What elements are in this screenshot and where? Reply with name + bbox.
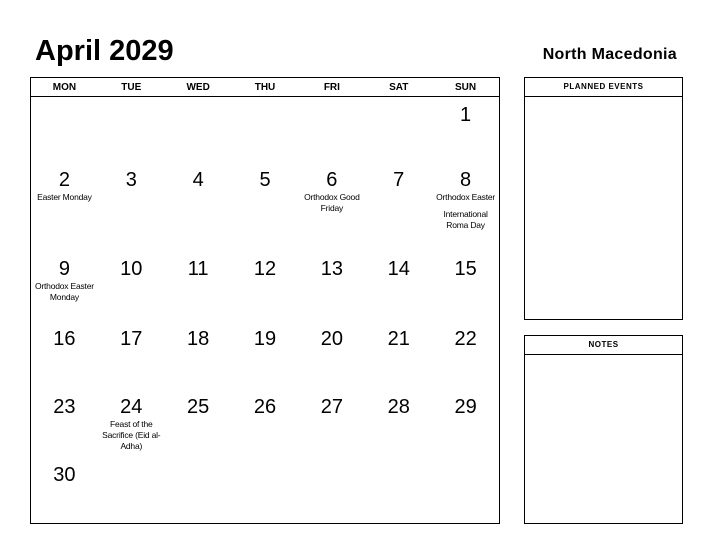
day-number: 19: [253, 328, 277, 350]
weekday-wed: WED: [186, 82, 210, 93]
day-cell: [31, 168, 98, 203]
day-number: 3: [125, 169, 137, 191]
day-number: 11: [187, 258, 209, 280]
weekday-fri: FRI: [323, 82, 340, 93]
day-number: 29: [454, 396, 477, 418]
day-cell: [98, 257, 165, 281]
day-number: 24: [120, 396, 143, 418]
planned-events-panel: [524, 77, 683, 320]
planned-events-area[interactable]: [525, 97, 682, 319]
weekday-header: [31, 78, 499, 97]
day-cell: [165, 395, 232, 419]
day-cell: [298, 168, 365, 214]
weekday-mon: MON: [52, 82, 77, 93]
day-cell: [365, 327, 432, 351]
day-cell: [298, 257, 365, 281]
day-cell: [432, 168, 499, 231]
day-number: 5: [259, 169, 271, 191]
day-number: 23: [53, 396, 76, 418]
day-number: 25: [187, 396, 210, 418]
day-number: 14: [387, 258, 410, 280]
weekday-tue: TUE: [121, 82, 142, 93]
weekday-sat: SAT: [389, 82, 409, 93]
planned-events-header: PLANNED EVENTS: [525, 78, 682, 97]
day-cell: [432, 257, 499, 281]
day-number: 16: [53, 328, 76, 350]
day-cell: [232, 395, 299, 419]
day-number: 15: [454, 258, 477, 280]
day-cell: [98, 327, 165, 351]
day-number: 9: [58, 258, 70, 280]
holiday-label: Orthodox Easter Monday: [34, 281, 94, 302]
notes-panel: [524, 335, 683, 524]
day-number: 10: [120, 258, 143, 280]
day-number: 1: [460, 104, 472, 126]
day-number: 7: [393, 169, 405, 191]
weekday-thu: THU: [254, 82, 276, 93]
day-grid: [31, 97, 499, 523]
day-cell: [165, 168, 232, 192]
holiday-label: Orthodox Good Friday: [304, 192, 360, 213]
day-number: 8: [460, 169, 472, 191]
day-cell: [31, 257, 98, 303]
notes-area[interactable]: [525, 355, 682, 523]
weekday-sun: SUN: [455, 82, 477, 93]
day-number: 12: [253, 258, 277, 280]
day-number: 2: [58, 169, 70, 191]
day-cell: [232, 327, 299, 351]
page-title: April 2029: [35, 35, 174, 67]
day-number: 28: [387, 396, 410, 418]
notes-header: NOTES: [525, 336, 682, 355]
holiday-label: Easter Monday: [37, 192, 92, 202]
day-number: 18: [187, 328, 210, 350]
day-number: 13: [320, 258, 343, 280]
day-cell: [365, 395, 432, 419]
day-number: 26: [253, 396, 277, 418]
day-number: 20: [320, 328, 343, 350]
calendar-grid: [30, 77, 500, 524]
day-number: 27: [320, 396, 343, 418]
day-number: 22: [454, 328, 477, 350]
day-cell: [165, 257, 232, 281]
day-cell: [298, 395, 365, 419]
day-number: 6: [326, 169, 338, 191]
day-number: 30: [53, 464, 76, 486]
day-cell: [232, 168, 299, 192]
day-cell: [31, 463, 98, 487]
day-cell: [98, 168, 165, 192]
day-cell: [31, 395, 98, 419]
day-number: 4: [192, 169, 204, 191]
day-cell: [232, 257, 299, 281]
holiday-label: Feast of the Sacrifice (Eid al-Adha): [102, 419, 161, 451]
day-cell: [365, 168, 432, 192]
day-cell: [365, 257, 432, 281]
holiday-label: Orthodox Easter: [436, 192, 496, 202]
day-cell: [432, 103, 499, 127]
day-cell: [298, 327, 365, 351]
day-cell: [98, 395, 165, 452]
day-cell: [432, 327, 499, 351]
day-number: 17: [120, 328, 143, 350]
day-cell: [432, 395, 499, 419]
country-name: North Macedonia: [542, 46, 677, 63]
day-number: 21: [387, 328, 410, 350]
holiday-label: International Roma Day: [443, 209, 488, 230]
day-cell: [31, 327, 98, 351]
day-cell: [165, 327, 232, 351]
